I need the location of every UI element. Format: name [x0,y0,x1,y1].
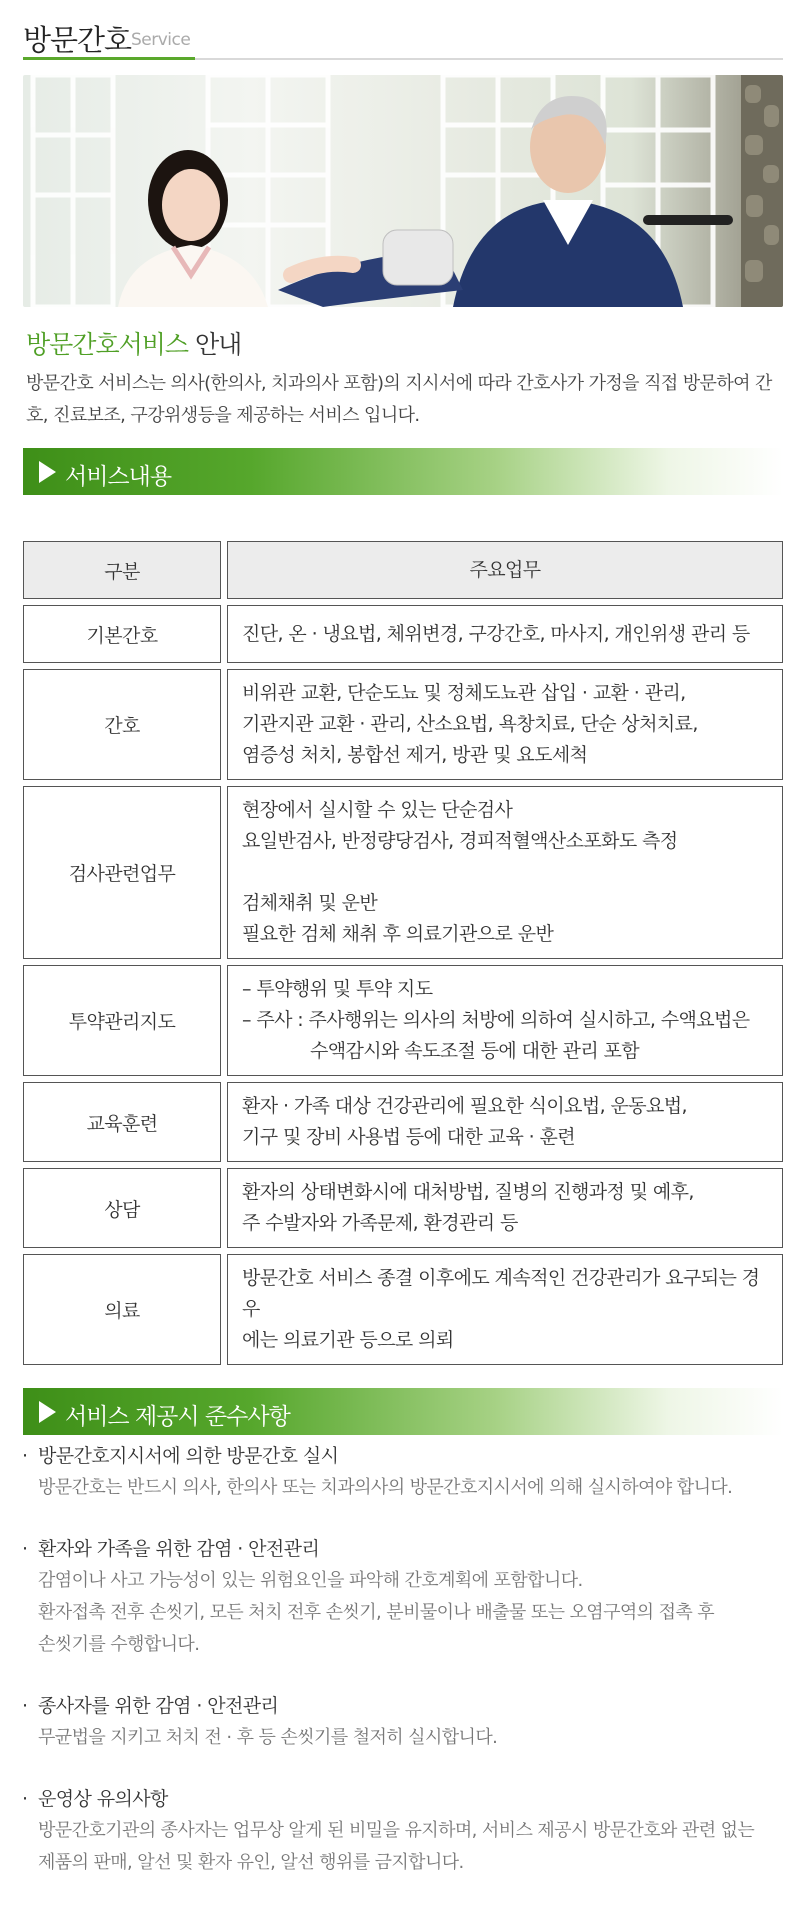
list-item [22,1533,792,1661]
service-table [23,535,783,1371]
table-cell-tasks: 환자의 상태변화시에 대처방법, 질병의 진행과정 및 예후, 주 수발자와 가족문제, 환경관리 등 [227,1168,783,1248]
list-item-text: 손씻기를 수행합니다. [38,1634,200,1655]
list-item-text: 방문간호는 반드시 의사, 한의사 또는 치과의사의 방문간호지시서에 의해 실시하여야 합니다. [38,1477,733,1498]
intro-title [26,325,241,361]
table-cell-tasks: 비위관 교환, 단순도뇨 및 정체도뇨관 삽입 · 교환 · 관리, 기관지관 교환 · 관리, 산소요법, 욕창치료, 단순 상처치료, 염증성 처치, 봉합선 제거, 방관 및 요도세척 [227,669,783,780]
table-cell-category: 투약관리지도 [23,965,221,1076]
play-arrow-icon [39,1401,56,1423]
bullet-icon: · [22,1445,28,1467]
table-header-row [23,541,783,599]
bullet-icon: · [22,1538,28,1560]
table-cell-category: 의료 [23,1254,221,1365]
table-cell-tasks: 진단, 온 · 냉요법, 체위변경, 구강간호, 마사지, 개인위생 관리 등 [227,605,783,663]
table-header-cell: 구분 [23,541,221,599]
table-cell-category: 교육훈련 [23,1082,221,1162]
table-header-cell: 주요업무 [227,541,783,599]
bullet-icon: · [22,1788,28,1810]
table-cell-tasks: 환자 · 가족 대상 건강관리에 필요한 식이요법, 운동요법, 기구 및 장비 사용법 등에 대한 교육 · 훈련 [227,1082,783,1162]
list-item-title: 방문간호지시서에 의한 방문간호 실시 [38,1445,339,1467]
table-row [23,605,783,663]
section-title: 서비스 제공시 준수사항 [65,1404,290,1430]
list-item [22,1783,792,1879]
table-row [23,1168,783,1248]
table-cell-category: 상담 [23,1168,221,1248]
table-cell-category: 검사관련업무 [23,786,221,959]
list-item [22,1690,792,1754]
list-item-text: 감염이나 사고 가능성이 있는 위험요인을 파악해 간호계획에 포함합니다. [38,1570,583,1591]
table-row [23,965,783,1076]
section-header-service-content [23,448,783,495]
table-row [23,786,783,959]
table-cell-tasks: – 투약행위 및 투약 지도 – 주사 : 주사행위는 의사의 처방에 의하여 실시하고, 수액요법은 수액감시와 속도조절 등에 대한 관리 포함 [227,965,783,1076]
section-header-compliance [23,1388,783,1435]
page-header [23,10,783,60]
table-cell-category: 간호 [23,669,221,780]
table-cell-tasks: 현장에서 실시할 수 있는 단순검사 요일반검사, 반정량당검사, 경피적혈액산소포화도 측정 검체채취 및 운반 필요한 검체 채취 후 의료기관으로 운반 [227,786,783,959]
table-row [23,669,783,780]
list-item-title: 운영상 유의사항 [38,1788,168,1810]
table-row [23,1082,783,1162]
list-item-title: 환자와 가족을 위한 감염 · 안전관리 [38,1538,320,1560]
hero-illustration [23,75,783,307]
list-item-title: 종사자를 위한 감염 · 안전관리 [38,1695,279,1717]
list-item-text: 제품의 판매, 알선 및 환자 유인, 알선 행위를 금지합니다. [38,1852,464,1873]
intro-title-rest: 안내 [188,330,242,359]
intro-description: 방문간호 서비스는 의사(한의사, 치과의사 포함)의 지시서에 따라 간호사가 가정을 직접 방문하여 간호, 진료보조, 구강위생등을 제공하는 서비스 입니다. [26,373,772,426]
list-item-text: 무균법을 지키고 처치 전 · 후 등 손씻기를 철저히 실시합니다. [38,1727,498,1748]
hero-image [23,75,783,307]
title-underline [23,57,195,60]
list-item-text: 환자접촉 전후 손씻기, 모든 처치 전후 손씻기, 분비물이나 배출물 또는 오염구역의 접촉 후 [38,1602,715,1623]
compliance-list [22,1440,792,1908]
table-cell-tasks: 방문간호 서비스 종결 이후에도 계속적인 건강관리가 요구되는 경우 에는 의료기관 등으로 의뢰 [227,1254,783,1365]
section-title: 서비스내용 [65,464,172,490]
intro-title-accent: 방문간호서비스 [26,330,189,359]
page-title: 방문간호 [23,23,132,57]
table-cell-category: 기본간호 [23,605,221,663]
table-row [23,1254,783,1365]
bullet-icon: · [22,1695,28,1717]
page-subtitle: Service [131,30,191,50]
list-item-text: 방문간호기관의 종사자는 업무상 알게 된 비밀을 유지하며, 서비스 제공시 방문간호와 관련 없는 [38,1820,755,1841]
list-item [22,1440,792,1504]
play-arrow-icon [39,461,56,483]
